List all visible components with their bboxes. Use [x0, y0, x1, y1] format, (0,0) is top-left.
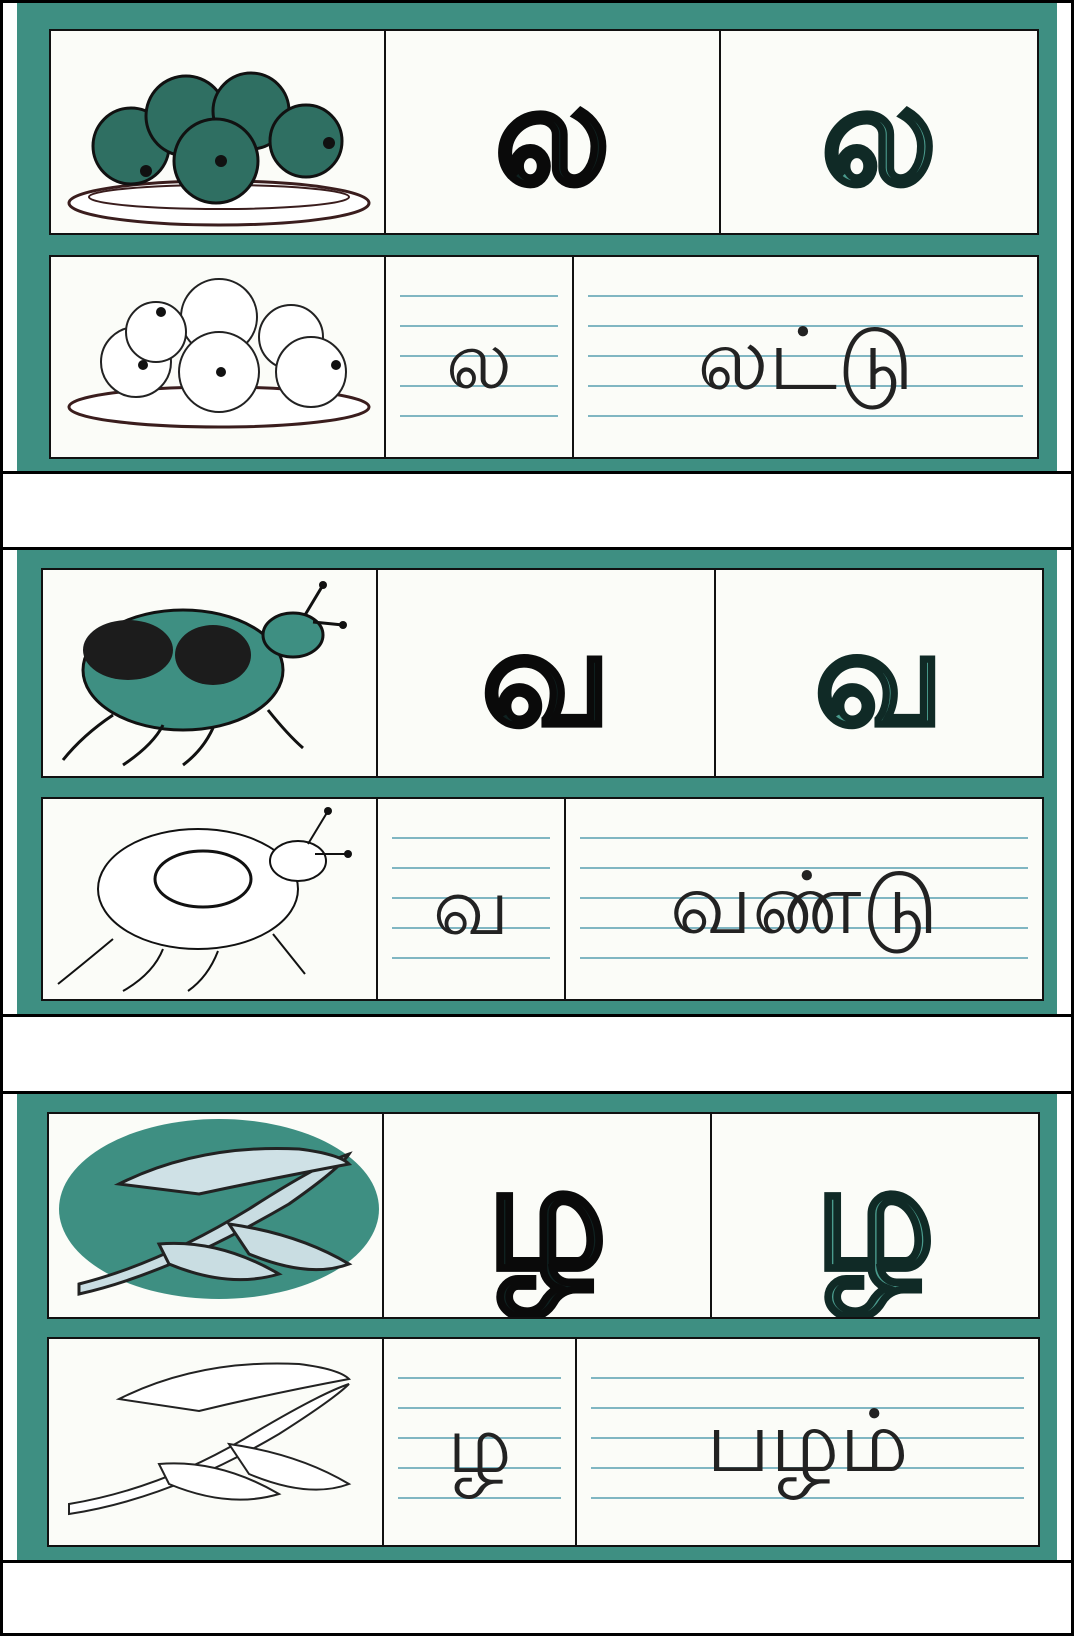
tracing-letter-teal: ல — [820, 54, 938, 217]
practice-word: பழம் — [706, 1392, 909, 1492]
practice-word-cell — [575, 1337, 1040, 1547]
practice-letter: ல — [445, 314, 513, 407]
tracing-letter-dark: ல — [494, 54, 611, 217]
practice-letter: ழ — [447, 1398, 512, 1491]
practice-letter: வ — [432, 860, 510, 953]
tracing-letter-dark: ழ — [486, 1130, 608, 1304]
tracing-letter-teal: வ — [814, 599, 944, 756]
picture-cell-colored — [49, 29, 386, 235]
picture-cell-colored — [41, 568, 378, 778]
table-divider-3 — [0, 1014, 1074, 1017]
practice-word-cell — [572, 255, 1039, 459]
practice-letter-cell — [384, 255, 574, 459]
picture-cell-outline — [47, 1337, 384, 1547]
practice-word: வண்டு — [669, 854, 939, 954]
laddu-plate-outline-icon — [51, 257, 386, 459]
banana-outline-icon — [49, 1339, 384, 1547]
picture-cell-outline — [49, 255, 386, 459]
practice-word-cell — [564, 797, 1044, 1001]
picture-cell-colored — [47, 1112, 384, 1319]
letter-cell-teal — [719, 29, 1039, 235]
lesson-panel-zha — [17, 1094, 1057, 1560]
beetle-colored-icon — [43, 570, 378, 778]
practice-letter-cell — [382, 1337, 577, 1547]
banana-colored-icon — [49, 1114, 384, 1319]
picture-cell-outline — [41, 797, 378, 1001]
table-divider-5 — [0, 1560, 1074, 1563]
letter-cell-dark — [382, 1112, 712, 1319]
practice-letter-cell — [376, 797, 566, 1001]
laddu-plate-colored-icon — [51, 31, 386, 235]
letter-cell-dark — [376, 568, 716, 778]
tracing-letter-dark: வ — [481, 599, 611, 756]
practice-word: லட்டு — [697, 310, 914, 410]
letter-cell-teal — [710, 1112, 1040, 1319]
table-border-left — [0, 0, 3, 1636]
beetle-outline-icon — [43, 799, 378, 1001]
lesson-panel-la — [17, 3, 1057, 471]
lesson-panel-va — [17, 550, 1057, 1014]
letter-cell-teal — [714, 568, 1044, 778]
table-divider-1 — [0, 471, 1074, 474]
letter-cell-dark — [384, 29, 721, 235]
tracing-letter-teal: ழ — [814, 1130, 936, 1304]
